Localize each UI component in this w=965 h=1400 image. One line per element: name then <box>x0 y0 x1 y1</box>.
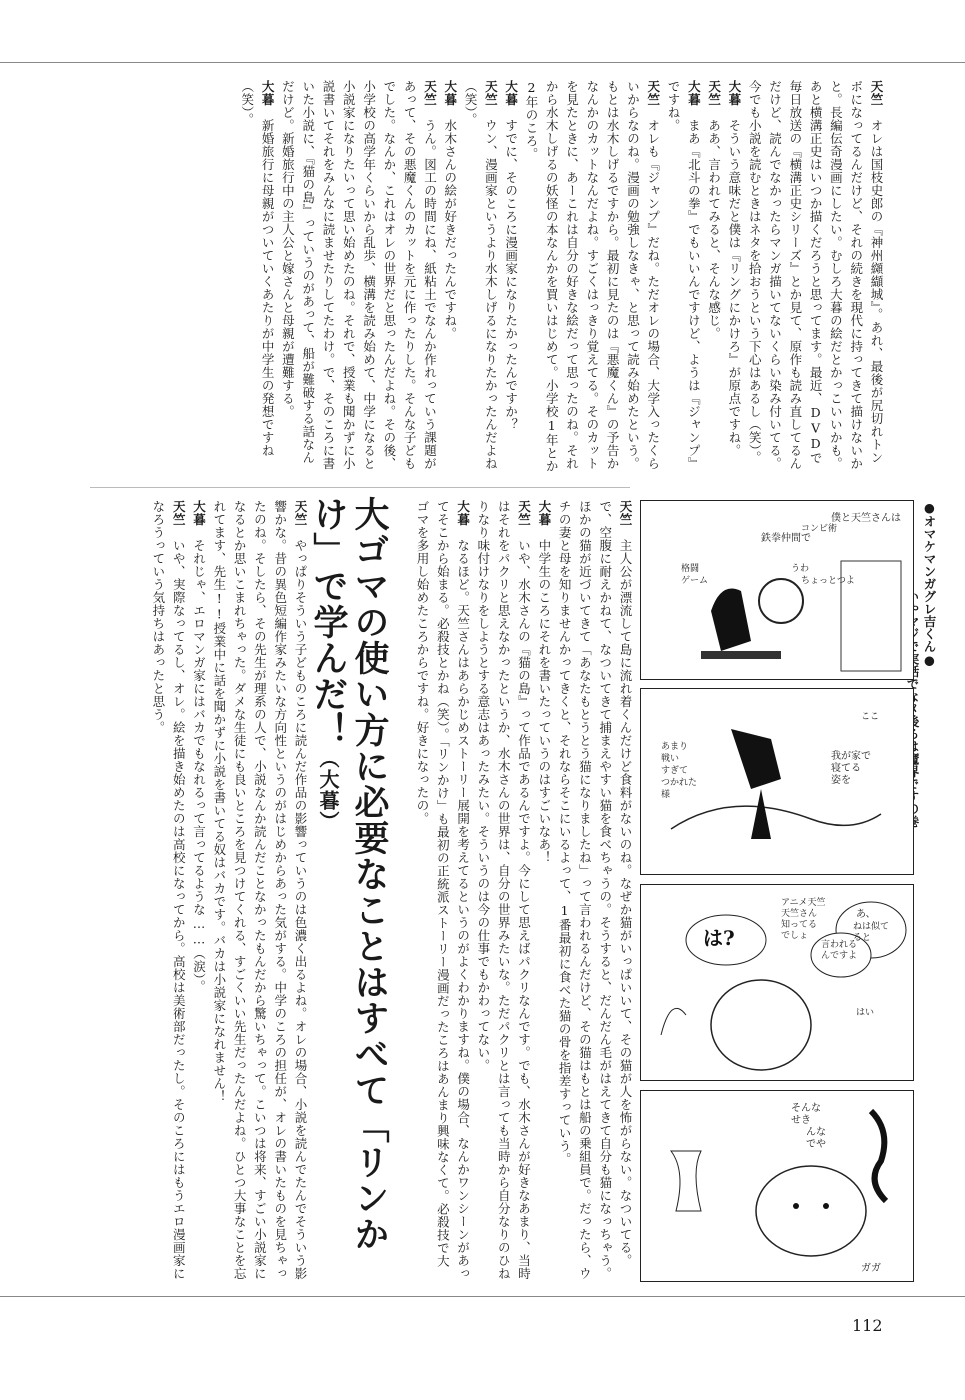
dialogue-text: ウン、漫画家というより水木しげるになりたかったんだよね（笑）。 <box>463 80 499 470</box>
dialogue-text: オレも『ジャンプ』だね。ただオレの場合、大学入ったくらいからなのね。漫画の勉強しなきゃ、と思って読み始めたという。もとは水木しげるですから。最初に見たのは『悪魔くん』の予告かなんかのカットなんだよね。すごくはっきり覚えてる。そのカットを見たときに、あーこれは自分の好きな絵だって思ったのね。それから水木しげるの妖怪の本なんかを買いはじめて。小学校1年とか2年のころ。 <box>523 80 661 473</box>
top-text-block <box>86 80 886 475</box>
speaker-name: 大暮 <box>455 500 471 526</box>
bubble-text: あまり <box>661 742 689 752</box>
speaker-name: 大暮 <box>686 80 702 106</box>
speaker-name: 大暮 <box>536 500 552 526</box>
dialogue-text: なるほど。天竺さんはあらかじめストーリー展開を考えてるというのがよくわかりますね。僕の場合、なんかワンシーンがあってそこから始まる。必殺技とかね（笑）。「リンかけ」も最初の正統派ストーリー漫画だったころはあんまり興味なくて。必殺技で大ゴマを多用し始めたころからですね。好きになったの。 <box>415 500 471 1280</box>
speaker-name: 大暮 <box>503 80 519 106</box>
dialogue-line <box>521 80 663 475</box>
dialogue-text: うん。図工の時間にね、紙粘土でなんか作れっていう課題があって、その悪魔くんのカットを元に作ったりした。そんな子どもでした。なんか、これはオレの世界だと思ったんだよね。その後、小学校の高学年くらいから乱歩、横溝を読み始めて、中学になると小説家になりたいって思い始めたのね。それで、授業も聞かずに小説書いてそれをみんなに読ませたりしてたわけ。で、そのころに書いた小説に、『猫の島』っていうのがあって、船が難破する話なんだけど。新婚旅行中の主人公と嫁さんと母親が遭難する。 <box>280 80 438 470</box>
bubble-text: 姿を <box>831 775 851 786</box>
bubble-text: うわ <box>791 564 810 574</box>
speaker-name: 天竺 <box>645 80 661 106</box>
bubble-text: 知ってる <box>781 920 818 930</box>
bottom-text-block-right <box>405 500 635 1280</box>
top-rule <box>0 62 965 63</box>
dialogue-line <box>663 80 704 475</box>
speaker-name: 天竺 <box>422 80 438 106</box>
headline-text: 大ゴマの使い方に必要なことはすべて「リンかけ」で学んだ！ <box>308 496 389 1252</box>
comic-panel-4-art <box>641 1091 913 1281</box>
speaker-name: 天竺 <box>618 500 633 526</box>
dialogue-line <box>148 500 189 1280</box>
bubble-text: ここ <box>861 712 880 722</box>
comic-panel-3 <box>640 884 914 1081</box>
bubble-text: ガガ <box>861 1263 881 1274</box>
dialogue-text: いや、水木さんの『猫の島』って作品であるんですよ。今にして思えばパクリなんです。でも、水木さんが好きなあまり、当時はそれをパクリと思えなかったというか、水木さんの世界は、自分の世界みたいな。ただパクリとは言っても当時から自分なりのひねりなり味付けなりをしようとする意志はあったみたい。そういうのは今の仕事でもかわってない。 <box>475 500 532 1280</box>
headline-tag: （大暮） <box>316 748 340 832</box>
dialogue-text: そういう意味だと僕は『リングにかけろ』が原点ですね。 <box>726 119 742 457</box>
dialogue-line <box>473 500 534 1280</box>
bubble-text: アニメ天竺 <box>781 898 826 908</box>
dialogue-line <box>439 80 459 475</box>
speaker-name: 大暮 <box>442 80 458 106</box>
bubble-text: 天竺さん <box>781 909 818 919</box>
dialogue-text: ああ、言われてみると、そんな感じ。 <box>706 119 722 340</box>
headline <box>308 496 389 1266</box>
bubble-text: コンビ術 <box>801 524 838 534</box>
bottom-text-block-left <box>88 500 310 1280</box>
bubble-text: ねは似て <box>853 922 890 932</box>
bubble-text: は? <box>703 926 735 950</box>
bubble-text: ると <box>853 933 872 943</box>
dialogue-text: 主人公が漂流して島に流れ着くんだけど食料がないのね。なぜか猫がいっぱいいて、その猫が人を怖がらない。なついてる。で、空腹に耐えかねて、なついてきて捕まえやすい猫を食べちゃうの。そうすると、だんだん毛がはえてきて自分も猫になっちゃう。ほかの猫が近づいてきて「あなたもとうとう猫になりましたね」って言われるんだけど、その猫はもとは船の乗組員で。だったら、ウチの妻と母を知りませんかってきくと、それならそこにいるよって、1番最初に食べた猫の骨を指差すっていう。 <box>557 500 633 1280</box>
speaker-name: 天竺 <box>706 80 722 106</box>
dialogue-line <box>237 80 278 475</box>
dialogue-line <box>209 500 310 1280</box>
bubble-text: 格闘 <box>681 564 700 574</box>
bubble-text: せき <box>791 1115 811 1126</box>
bubble-text: んな <box>806 1127 826 1138</box>
bubble-text: ゲーム <box>681 576 709 586</box>
speaker-name: 天竺 <box>293 500 308 526</box>
dialogue-text: 新婚旅行に母親がついていくあたりが中学生の発想ですね（笑）。 <box>239 80 276 457</box>
comic-panel-4 <box>640 1090 914 1282</box>
bubble-text: 僕と天竺さんは <box>831 513 901 524</box>
dialogue-line <box>534 500 554 1280</box>
dialogue-line <box>744 80 886 475</box>
bubble-text: でしょ <box>781 931 809 941</box>
divider-rule <box>90 487 630 488</box>
dialogue-text: それじゃ、エロマンガ家にはバカでもなれるって言ってるような……（涙）。 <box>191 539 207 993</box>
bubble-text: はい <box>856 1008 875 1018</box>
bubble-text: 寝てる <box>831 763 861 774</box>
speaker-name: 大暮 <box>726 80 742 106</box>
comic-panel-1 <box>640 500 914 680</box>
page-number: 112 <box>852 1316 883 1335</box>
speaker-name: 大暮 <box>191 500 207 526</box>
bubble-text: あ、 <box>856 909 876 920</box>
dialogue-text: すでに、そのころに漫画家になりたかったんですか？ <box>503 119 519 431</box>
bubble-text: 我が家で <box>831 751 871 762</box>
bubble-text: 戦い <box>661 754 680 764</box>
comic-panel-3-art <box>641 885 913 1080</box>
dialogue-line <box>724 80 744 475</box>
bubble-text: 鉄拳仲間で <box>761 533 811 544</box>
speaker-name: 天竺 <box>869 80 884 106</box>
bubble-text: 様 <box>661 790 671 800</box>
speaker-name: 天竺 <box>516 500 532 526</box>
dialogue-line <box>500 80 520 475</box>
dialogue-line <box>188 500 208 1280</box>
speaker-name: 天竺 <box>483 80 499 106</box>
comic-panel-2 <box>640 688 914 875</box>
dialogue-text: 水木さんの絵が好きだったんですね。 <box>442 119 458 340</box>
bubble-text: すぎて <box>661 766 689 776</box>
dialogue-line <box>412 500 473 1280</box>
dialogue-text: オレは国枝史郎の『神州纐纈城』。あれ、最後が尻切れトンボになってるんだけど、それの続きを現代に持ってきて描けないかと。長編伝奇漫画にしたい。むしろ大暮の絵だとかっこいいかも。あと横溝正史はいつか描くだろうと思ってます。最近、DVDで毎日放送の『横溝正史シリーズ』とか見て、原作も読み直してるんだけど、読んでなかったらマンガ描いてないくらい染み付いてる。今でも小説を読むときはネタを拾おうという下心はあるし（笑）。 <box>747 80 884 470</box>
bubble-text: 言われる <box>821 940 858 950</box>
dialogue-line <box>703 80 723 475</box>
bottom-rule <box>0 1296 965 1297</box>
bubble-text: ちょっとつよ <box>801 576 855 586</box>
bubble-text: そんな <box>791 1103 821 1114</box>
bubble-text: でや <box>806 1139 826 1150</box>
comic-caption-left: ●オマケマンガグレ吉くん● <box>922 500 937 668</box>
dialogue-text: いや、実際なってるし、オレ。絵を描き始めたのは高校になってから。高校は美術部だったし。そのころにはもうエロ漫画家になろうっていう気持ちはあったと思う。 <box>150 500 187 1280</box>
dialogue-line <box>277 80 439 475</box>
dialogue-line <box>460 80 501 475</box>
speaker-name: 大暮 <box>260 80 276 106</box>
dialogue-text: まあ『北斗の拳』でもいいんですけど、ようは『ジャンプ』ですね。 <box>666 80 702 470</box>
dialogue-text: やっぱりそういう子どものころに読んだ作品の影響っていうのは色濃く出るよね。オレの場合、小説を読んでたんでそういう影響かな。昔の異色短編作家みたいな方向性というのがはじめからあった気がする。中学のころの担任が、オレの書いたものを見ちゃったのね。そしたら、その先生が理系の人で、小説なんか読んだことなかったもんだから驚いちゃって。こいつは将来、すごい小説家になるとか思いこまれちゃった。ダメな生徒にも良いところを見つけてくれる、すごくいい先生だったんだよね。ひとつ大事なことを忘れてます、先生!!授業中に話を聞かずに小説を書いてる奴はバカです。バカは小説家になれません！ <box>211 500 308 1280</box>
bubble-text: つかれた <box>661 778 698 788</box>
comic-panel-1-art <box>641 501 913 679</box>
speaker-name: 天竺 <box>171 500 187 526</box>
bubble-text: んですよ <box>821 951 858 961</box>
comic-panel-2-art <box>641 689 913 874</box>
dialogue-line <box>554 500 635 1280</box>
dialogue-text: 中学生のころにそれを書いたっていうのはすごいなあ！ <box>536 539 552 864</box>
